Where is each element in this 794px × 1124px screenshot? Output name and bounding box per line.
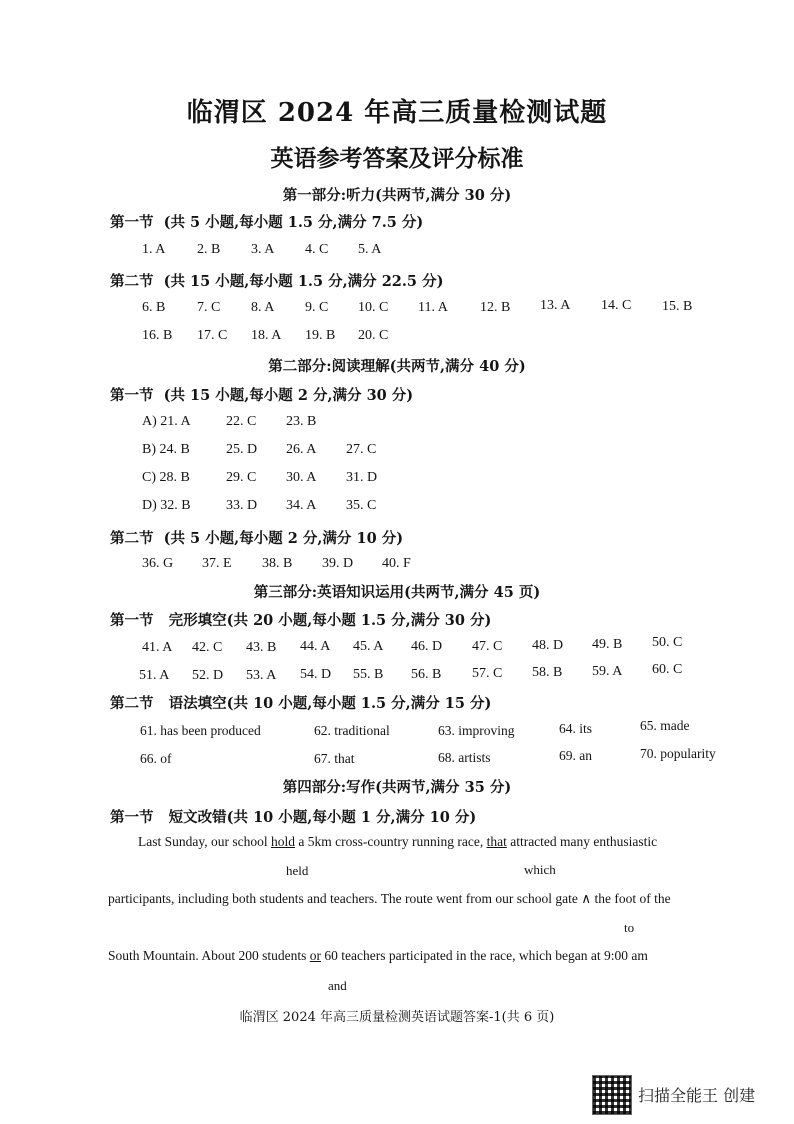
page-subtitle: 英语参考答案及评分标准 [270,145,524,172]
group-b-label: B) 24. B [142,442,190,457]
part4-section1-heading [110,806,476,827]
answer: 12. B [480,300,511,315]
answer: 41. A [142,640,173,655]
answer: 55. B [353,667,384,682]
answer: 27. C [346,442,377,457]
answer: 36. G [142,556,174,571]
answer: 31. D [346,470,378,485]
part3-section1-heading [110,609,491,630]
passage-text: the foot of the [591,891,671,906]
answer: 11. A [418,300,448,315]
answer: 59. A [592,664,623,679]
grammar-answer: 65. made [640,718,690,733]
passage-line-2 [108,891,671,907]
passage-text: attracted many enthusiastic [506,834,658,849]
section-desc: (共 15 小题,每小题 2 分,满分 30 分) [163,387,414,404]
qr-code-icon [592,1075,632,1115]
answer: 17. C [197,328,228,343]
answer: 29. C [226,470,257,485]
answer: 56. B [411,667,442,682]
grammar-answer: 69. an [559,748,592,763]
answer: 57. C [472,666,503,681]
group-a-label: A) 21. A [142,414,191,429]
grammar-answer: 67. that [314,751,355,766]
answer: 2. B [197,242,221,257]
answer: 43. B [246,640,277,655]
answer: 26. A [286,442,317,457]
correction: which [524,862,556,877]
part1-section1-heading [110,211,423,232]
grammar-answer: 66. of [140,751,172,766]
passage-text: South Mountain. About 200 students [108,948,310,963]
answer: 4. C [305,242,329,257]
answer: 54. D [300,667,332,682]
answer: 49. B [592,637,623,652]
section-name: 第一节 [110,809,154,826]
answer: 53. A [246,668,277,683]
scanner-watermark [592,1075,788,1115]
answer: 47. C [472,639,503,654]
answer: 25. D [226,442,258,457]
part1-section2-heading [110,270,443,291]
grammar-answer: 63. improving [438,723,515,738]
section-name: 第一节 [110,387,154,404]
passage-text: participants, including both students and teachers. The route went from our school gate [108,891,582,906]
insert-caret: ∧ [581,891,592,906]
answer: 23. B [286,414,317,429]
answer: 10. C [358,300,389,315]
section-name: 第二节 [110,530,154,547]
error-word: or [309,948,322,963]
answer: 18. A [251,328,282,343]
section-name: 第一节 [110,612,154,629]
answer: 6. B [142,300,166,315]
passage-text: a 5km cross-country running race, [295,834,487,849]
answer: 19. B [305,328,336,343]
grammar-answer: 64. its [559,721,593,736]
answer: 7. C [197,300,221,315]
part4-heading: 第四部分:写作(共两节,满分 35 分) [282,779,512,796]
answer: 20. C [358,328,389,343]
answer: 58. B [532,665,563,680]
answer: 50. C [652,635,683,650]
correction: held [286,863,309,878]
section-desc: 短文改错(共 10 小题,每小题 1 分,满分 10 分) [168,809,477,826]
part2-heading: 第二部分:阅读理解(共两节,满分 40 分) [268,358,526,375]
answer: 15. B [662,299,693,314]
correction: to [624,920,635,935]
answer: 52. D [192,668,224,683]
section-desc: (共 5 小题,每小题 2 分,满分 10 分) [163,530,404,547]
grammar-answer: 68. artists [438,750,491,765]
group-c-label: C) 28. B [142,470,190,485]
passage-line-3 [108,948,648,964]
group-d-label: D) 32. B [142,498,191,513]
grammar-answer: 61. has been produced [140,723,261,738]
part3-section2-heading [110,692,491,713]
error-word: that [486,834,507,849]
page-title: 临渭区 2024 年高三质量检测试题 [186,98,608,128]
answer: 8. A [251,300,275,315]
answer: 13. A [540,298,571,313]
answer: 35. C [346,498,377,513]
answer: 1. A [142,242,166,257]
answer: 38. B [262,556,293,571]
part2-section2-heading [110,527,403,548]
answer: 44. A [300,639,331,654]
answer: 33. D [226,498,258,513]
answer: 22. C [226,414,257,429]
answer: 14. C [601,298,632,313]
section-desc: 完形填空(共 20 小题,每小题 1.5 分,满分 30 分) [168,612,492,629]
answer: 46. D [411,639,443,654]
section-desc: (共 5 小题,每小题 1.5 分,满分 7.5 分) [163,214,424,231]
section-name: 第二节 [110,695,154,712]
answer: 42. C [192,640,223,655]
page-footer: 临渭区 2024 年高三质量检测英语试题答案-1(共 6 页) [239,1010,555,1025]
part3-heading: 第三部分:英语知识运用(共两节,满分 45 页) [253,584,541,601]
section-name: 第一节 [110,214,154,231]
answer: 5. A [358,242,382,257]
watermark-text: 扫描全能王 创建 [638,1086,756,1105]
answer: 60. C [652,662,683,677]
answer: 30. A [286,470,317,485]
part1-heading: 第一部分:听力(共两节,满分 30 分) [282,187,512,204]
passage-line-1 [138,834,657,850]
part2-section1-heading [110,384,413,405]
section-desc: (共 15 小题,每小题 1.5 分,满分 22.5 分) [163,273,444,290]
answer: 51. A [139,668,170,683]
correction: and [328,978,347,993]
answer: 39. D [322,556,354,571]
answer: 9. C [305,300,329,315]
error-word: hold [270,834,295,849]
answer: 37. E [202,556,232,571]
answer: 48. D [532,638,564,653]
answer: 16. B [142,328,173,343]
answer: 3. A [251,242,275,257]
passage-text: Last Sunday, our school [138,834,271,849]
grammar-answer: 70. popularity [640,746,716,761]
grammar-answer: 62. traditional [314,723,390,738]
answer: 34. A [286,498,317,513]
passage-text: 60 teachers participated in the race, which began at 9:00 am [321,948,648,963]
answer: 45. A [353,639,384,654]
answer: 40. F [382,556,411,571]
section-desc: 语法填空(共 10 小题,每小题 1.5 分,满分 15 分) [168,695,492,712]
section-name: 第二节 [110,273,154,290]
